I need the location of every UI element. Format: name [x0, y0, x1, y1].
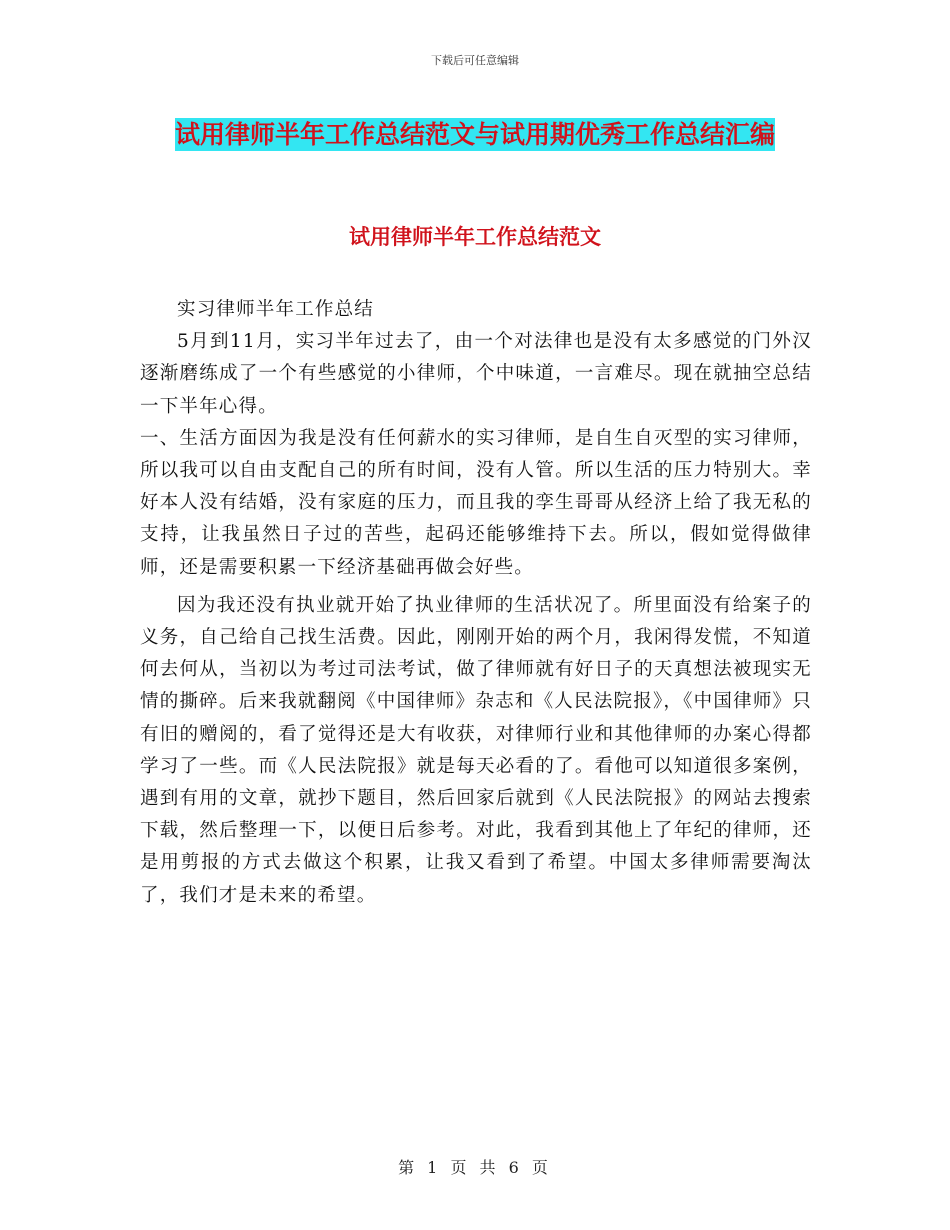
paragraph: 实习律师半年工作总结 — [177, 299, 375, 320]
page-header-note: 下载后可任意编辑 — [431, 54, 519, 67]
paragraph: 因为我还没有执业就开始了执业律师的生活状况了。所里面没有给案子的义务，自己给自己找生活费。因此，刚刚开始的两个月，我闲得发慌，不知道何去何从，当初以为考过司法考试，做了律师就有好日子的天真想法被现实无情的撕碎。后来我就翻阅《中国律师》杂志和《人民法院报》，《中国律师》只有旧的赠阅的，看了觉得还是大有收获，对律师行业和其他律师的办案心得都学习了一些。而《人民法院报》就是每天必看的了。看他可以知道很多案例，遇到有用的文章，就抄下题目，然后回家后就到《人民法院报》的网站去搜索下载，然后整理一下，以便日后参考。对此，我看到其他上了年纪的律师，还是用剪报的方式去做这个积累，让我又看到了希望。中国太多律师需要淘汰了，我们才是未来的希望。 — [140, 594, 812, 906]
section-title: 试用律师半年工作总结范文 — [349, 225, 601, 249]
document-body — [140, 294, 812, 912]
paragraph: 5月到11月，实习半年过去了，由一个对法律也是没有太多感觉的门外汉逐渐磨练成了一个有些感觉的小律师，个中味道，一言难尽。现在就抽空总结一下半年心得。 — [140, 331, 812, 417]
document-title — [150, 112, 800, 158]
paragraph: 一、生活方面因为我是没有任何薪水的实习律师，是自生自灭型的实习律师，所以我可以自由支配自己的所有时间，没有人管。所以生活的压力特别大。幸好本人没有结婚，没有家庭的压力，而且我的孪生哥哥从经济上给了我无私的支持，让我虽然日子过的苦些，起码还能够维持下去。所以，假如觉得做律师，还是需要积累一下经济基础再做会好些。 — [140, 427, 812, 578]
document-title-text: 试用律师半年工作总结范文与试用期优秀工作总结汇编 — [174, 120, 775, 149]
page-number: 第 1 页 共 6 页 — [398, 1158, 552, 1177]
